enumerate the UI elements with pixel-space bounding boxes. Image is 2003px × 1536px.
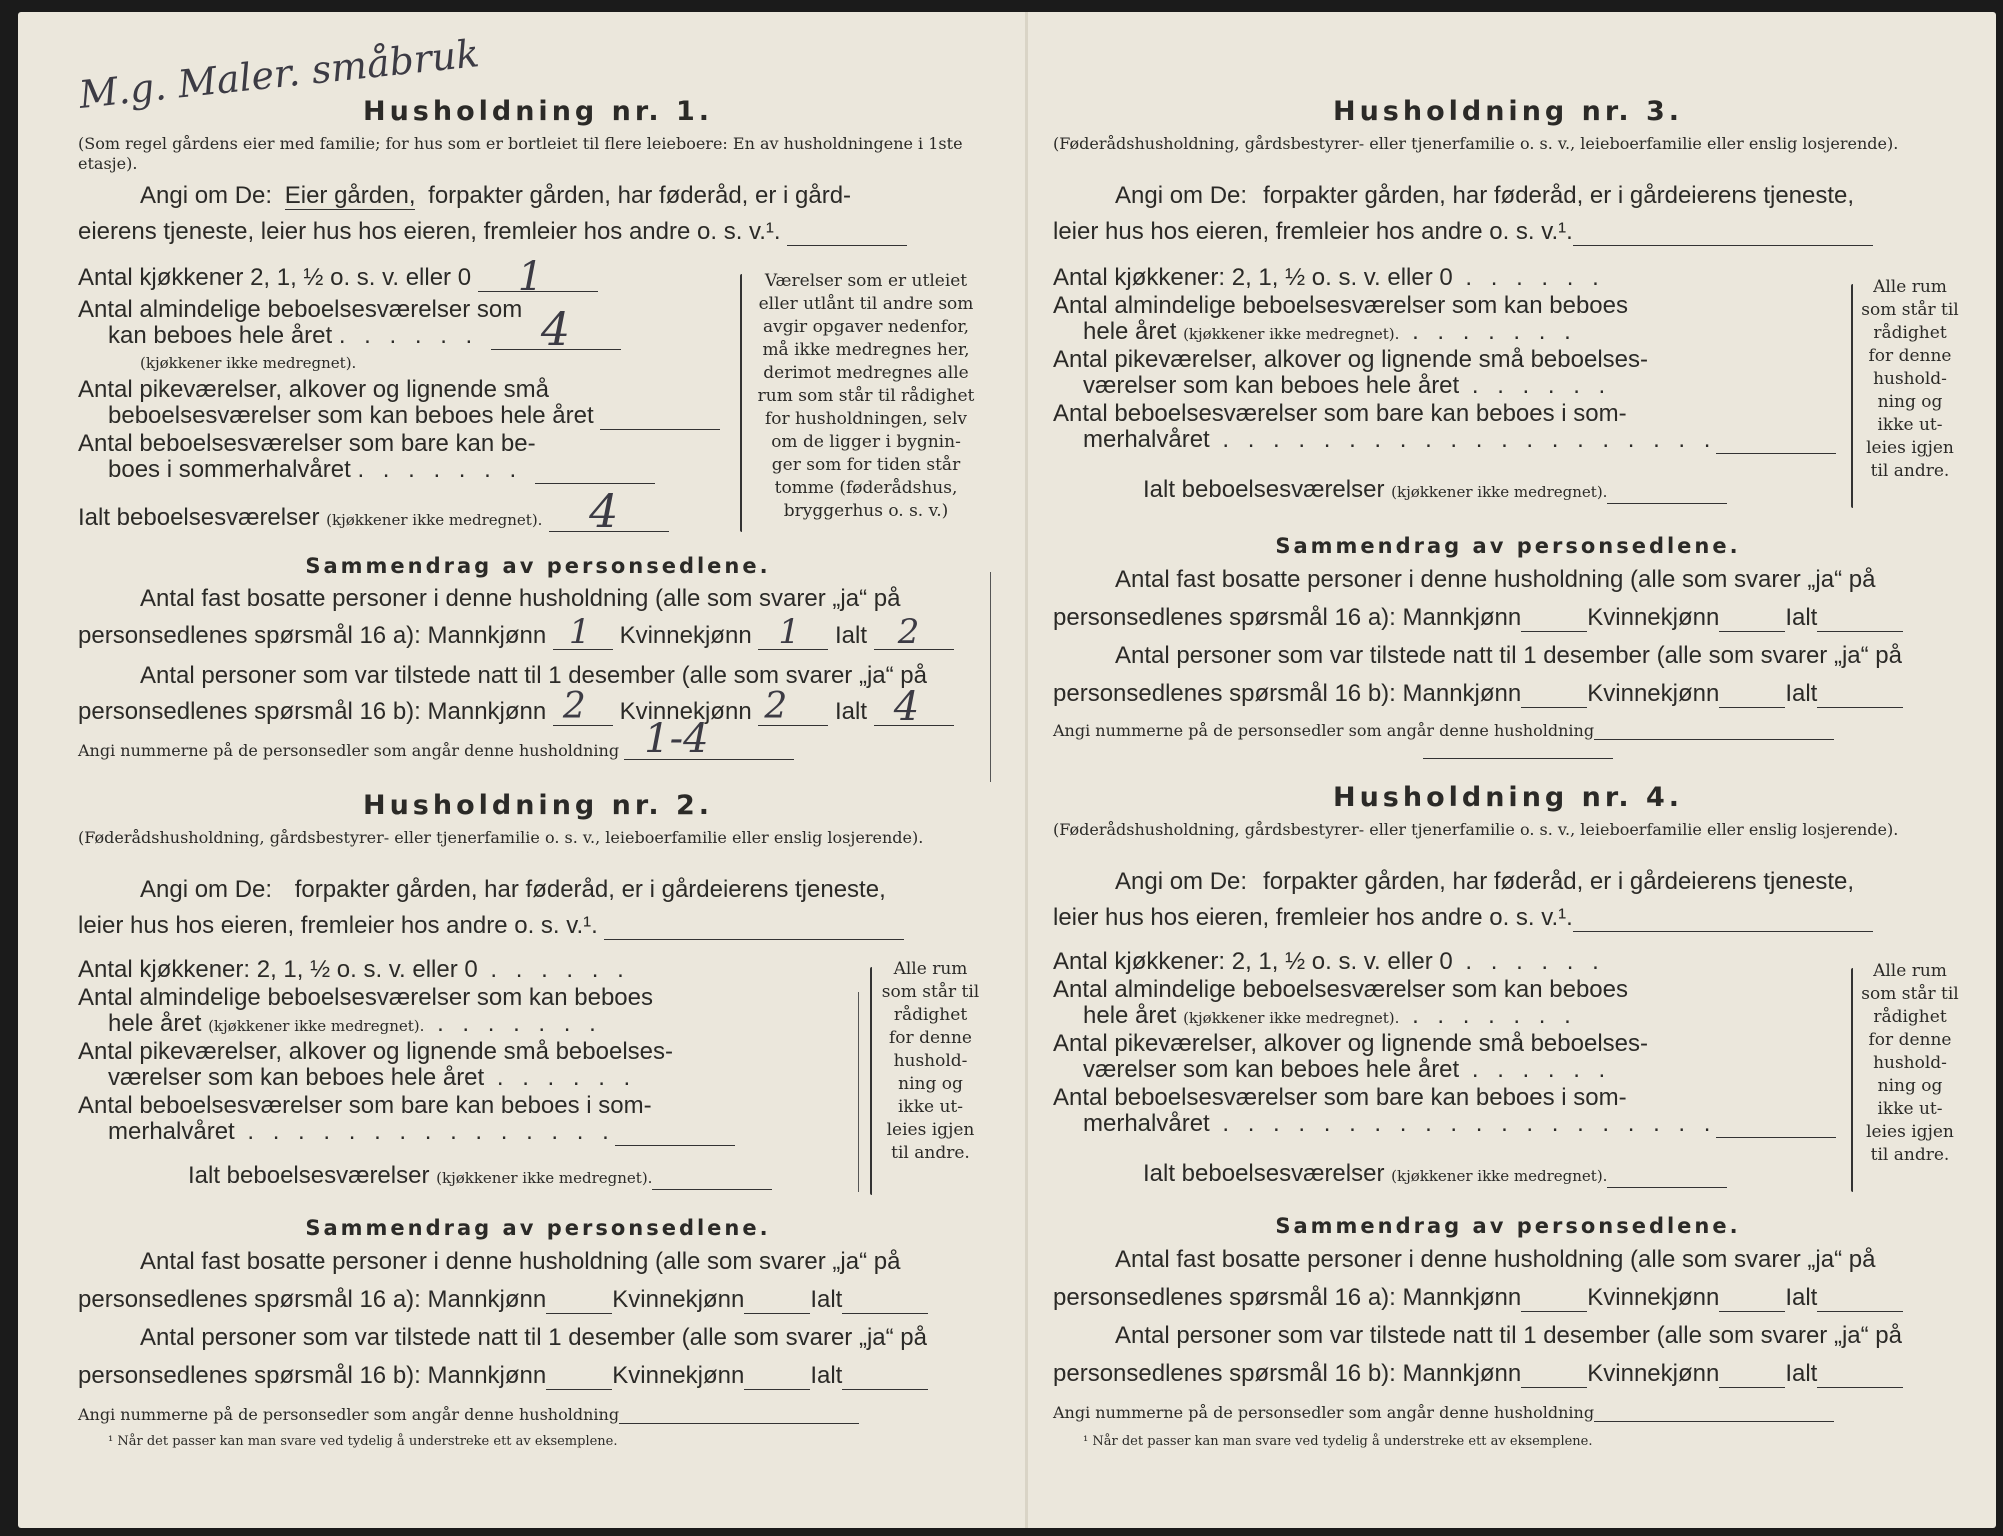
brace-note-line: til andre. [891, 1143, 970, 1163]
brace-note-line: bryggerhus o. s. v.) [783, 501, 949, 521]
total-rooms-field[interactable] [1607, 1166, 1727, 1188]
kitchens-value: 1 [517, 254, 544, 300]
fast-residents-line2: personsedlenes spørsmål 16 a): Mannkjønn Kvinnekjønn Ialt [1053, 604, 1963, 632]
numbers-row: Angi nummerne på de personsedler som angår denne husholdning [1053, 1402, 1963, 1422]
brace-note-line: om de ligger i bygnin- [771, 432, 961, 452]
brace-note-line: rådighet [1873, 1007, 1947, 1027]
total-rooms-row: Ialt beboelsesværelser (kjøkkener ikke medregnet). 4 [78, 504, 998, 532]
household-2-brace-note [878, 958, 983, 1165]
ordinary-rooms-value: 4 [540, 302, 571, 356]
fast-residents-line1: Antal fast bosatte personer i denne husholdning (alle som svarer „ja“ på [1115, 1246, 1876, 1273]
household-4-brace-note [1859, 960, 1961, 1167]
summer-rooms-line2: merhalvåret . . . . . . . . . . . . . . . . . . . . [1053, 426, 1963, 454]
answer-column-line [858, 992, 859, 1192]
total-rooms-field[interactable] [1607, 482, 1727, 504]
household-3-angi-line1: Angi om De: forpakter gården, har føderåd, er i gårdeierens tjeneste, [1115, 182, 1855, 209]
present-male-field[interactable]: 2 [553, 704, 613, 726]
fast-female-field[interactable] [1719, 1290, 1785, 1312]
brace-note-line: ikke ut- [897, 1097, 964, 1117]
numbers-row: Angi nummerne på de personsedler som angår denne husholdning [1053, 720, 1963, 740]
fast-female-field[interactable] [1719, 610, 1785, 632]
numbers-row: Angi nummerne på de personsedler som angår denne husholdning [78, 1404, 998, 1424]
present-persons-line2: personsedlenes spørsmål 16 b): Mannkjønn Kvinnekjønn Ialt [1053, 680, 1963, 708]
household-3-summary-title: Sammendrag av personsedlene. [1275, 534, 1741, 558]
brace-note-line: som står til [1861, 300, 1959, 320]
present-persons-line2: personsedlenes spørsmål 16 b): Mannkjønn Kvinnekjønn Ialt [1053, 1360, 1963, 1388]
brace-note-line: derimot medregnes alle [763, 363, 969, 383]
brace-note-line: tomme (føderådshus, [774, 478, 958, 498]
brace-note-line: for denne [1868, 1030, 1952, 1050]
ordinary-rooms-line1: Antal almindelige beboelsesværelser som kan beboes [1053, 976, 1628, 1003]
fast-male-field[interactable]: 1 [553, 628, 613, 650]
angi-answer-field[interactable] [787, 224, 907, 246]
kitchens-row: Antal kjøkkener 2, 1, ½ o. s. v. eller 0 1 [78, 264, 738, 292]
angi-answer-field[interactable] [604, 918, 904, 940]
brace-note-line: ning og [1877, 1076, 1943, 1096]
fast-residents-line1: Antal fast bosatte personer i denne husholdning (alle som svarer „ja“ på [1115, 566, 1876, 593]
total-rooms-value: 4 [589, 484, 619, 538]
fast-residents-line2: personsedlenes spørsmål 16 a): Mannkjønn Kvinnekjønn Ialt [1053, 1284, 1963, 1312]
ordinary-rooms-note: (kjøkkener ikke medregnet). [140, 354, 357, 372]
brace-note-line: ning og [898, 1074, 963, 1094]
kitchens-row: Antal kjøkkener: 2, 1, ½ o. s. v. eller 0 . . . . . . [78, 956, 630, 983]
household-2-summary-title: Sammendrag av personsedlene. [305, 1216, 771, 1240]
ordinary-rooms-line2: kan beboes hele året . . . . . . 4 [78, 322, 998, 350]
household-4-angi-line2: leier hus hos eieren, fremleier hos andre o. s. v.¹. [1053, 904, 1963, 932]
angi-options: forpakter gården, har føderåd, er i gård- [428, 182, 852, 209]
numbers-field[interactable] [1594, 1402, 1834, 1422]
brace-note-line: avgir opgaver nedenfor, [762, 317, 969, 337]
summer-rooms-field[interactable] [535, 462, 655, 484]
household-1-title: Husholdning nr. 1. [362, 96, 714, 127]
brace-note-line: hushold- [893, 1051, 968, 1071]
household-4-note: (Føderådshusholdning, gårdsbestyrer- eller tjenerfamilie o. s. v., leieboerfamilie eller enslig losjerende). [1053, 820, 1899, 839]
fast-residents-line1: Antal fast bosatte personer i denne husholdning (alle som svarer „ja“ på [140, 1248, 901, 1275]
household-4-title: Husholdning nr. 4. [1332, 782, 1684, 813]
brace-note-line: leies igjen [886, 1120, 975, 1140]
brace-note-line: rådighet [1873, 323, 1947, 343]
brace-note-line: Værelser som er utleiet [764, 271, 968, 291]
angi-label: Angi om De: [140, 182, 273, 209]
present-male-field[interactable] [1521, 1366, 1587, 1388]
present-persons-line1: Antal personer som var tilstede natt til 1 desember (alle som svarer „ja“ på [1115, 642, 1902, 669]
brace-note-line: eller utlånt til andre som [758, 294, 974, 314]
household-1-summary-title: Sammendrag av personsedlene. [305, 554, 771, 578]
fast-residents-line2: personsedlenes spørsmål 16 a): Mannkjønn 1 Kvinnekjønn 1 Ialt 2 [78, 622, 998, 650]
maid-rooms-line2: værelser som kan beboes hele året . . . . . . [1083, 372, 1612, 399]
numbers-row: Angi nummerne på de personsedler som angår denne husholdning 1-4 [78, 740, 998, 760]
present-female-field[interactable] [744, 1368, 810, 1390]
brace-note-line: ikke ut- [1877, 1099, 1943, 1119]
right-page [1053, 12, 1963, 1528]
brace-note-line: ikke ut- [1877, 415, 1943, 435]
household-1-angi-line1 [78, 182, 998, 210]
page-fold [1025, 12, 1028, 1528]
fast-total-field[interactable]: 2 [874, 628, 954, 650]
brace-note-line: rum som står til rådighet [757, 386, 975, 406]
brace-note-line: rådighet [893, 1005, 968, 1025]
brace-note-line: Alle rum [893, 959, 968, 979]
summer-rooms-line2: boes i sommerhalvåret . . . . . . . [78, 456, 998, 484]
household-3-brace-note [1859, 276, 1961, 483]
fast-male-field[interactable] [1521, 1290, 1587, 1312]
maid-rooms-line2: værelser som kan beboes hele året . . . . . . [1083, 1056, 1612, 1083]
present-persons-line2: personsedlenes spørsmål 16 b): Mannkjønn Kvinnekjønn Ialt [78, 1362, 998, 1390]
brace-note-line: for denne [1868, 346, 1952, 366]
brace [1851, 284, 1853, 508]
summer-rooms-line1: Antal beboelsesværelser som bare kan beboes i som- [1053, 400, 1627, 427]
brace-note-line: leies igjen [1866, 1122, 1954, 1142]
total-rooms-field[interactable] [549, 484, 669, 538]
kitchens-field[interactable] [478, 254, 598, 300]
maid-rooms-line1: Antal pikeværelser, alkover og lignende små beboelses- [78, 1038, 673, 1065]
household-1-note: (Som regel gårdens eier med familie; for hus som er bortleiet til flere leieboere: En av husholdningene i 1ste etasje). [78, 134, 963, 173]
household-4-summary-title: Sammendrag av personsedlene. [1275, 1214, 1741, 1238]
present-total-field[interactable] [842, 1368, 928, 1390]
household-3-angi-line2: leier hus hos eieren, fremleier hos andre o. s. v.¹. [1053, 218, 1963, 246]
census-form-sheet [18, 12, 1996, 1528]
brace [870, 967, 872, 1195]
angi-answer-field[interactable] [1573, 910, 1873, 932]
fast-male-field[interactable] [546, 1292, 612, 1314]
summer-rooms-line2: merhalvåret . . . . . . . . . . . . . . . . . . . . [1053, 1110, 1963, 1138]
total-rooms-row: Ialt beboelsesværelser (kjøkkener ikke medregnet). [78, 1162, 998, 1190]
brace-note-line: Alle rum [1873, 961, 1947, 981]
brace [740, 274, 742, 532]
numbers-field[interactable] [619, 1404, 859, 1424]
brace-note-line: ning og [1877, 392, 1943, 412]
present-total-field[interactable] [1817, 1366, 1903, 1388]
summer-rooms-line1: Antal beboelsesværelser som bare kan beboes i som- [1053, 1084, 1627, 1111]
brace-note-line: Alle rum [1873, 277, 1947, 297]
present-persons-line1: Antal personer som var tilstede natt til 1 desember (alle som svarer „ja“ på [140, 1324, 927, 1351]
total-rooms-row: Ialt beboelsesværelser (kjøkkener ikke medregnet). [1053, 1160, 1963, 1188]
ordinary-rooms-line1: Antal almindelige beboelsesværelser som [78, 296, 523, 323]
summer-rooms-field[interactable] [1716, 1116, 1836, 1138]
brace-note-line: til andre. [1870, 461, 1950, 481]
fast-total-field[interactable] [842, 1292, 928, 1314]
household-2-angi-line2: leier hus hos eieren, fremleier hos andre o. s. v.¹. [78, 912, 998, 940]
kitchens-row: Antal kjøkkener: 2, 1, ½ o. s. v. eller 0 . . . . . . [1053, 948, 1605, 975]
summer-rooms-line2: merhalvåret . . . . . . . . . . . . . . . [78, 1118, 998, 1146]
kitchens-row: Antal kjøkkener: 2, 1, ½ o. s. v. eller 0 . . . . . . [1053, 264, 1605, 291]
present-female-field[interactable] [1719, 686, 1785, 708]
brace-note-line: leies igjen [1866, 438, 1954, 458]
household-2-note: (Føderådshusholdning, gårdsbestyrer- eller tjenerfamilie o. s. v., leieboerfamilie eller enslig losjerende). [78, 828, 924, 847]
present-total-field[interactable] [1817, 686, 1903, 708]
fast-male-field[interactable] [1521, 610, 1587, 632]
household-4-angi-line1: Angi om De: forpakter gården, har føderåd, er i gårdeierens tjeneste, [1115, 868, 1855, 895]
present-persons-line1: Antal personer som var tilstede natt til 1 desember (alle som svarer „ja“ på [1115, 1322, 1902, 1349]
handwritten-header: M.g. Maler. småbruk [76, 31, 482, 117]
maid-rooms-line1: Antal pikeværelser, alkover og lignende små beboelses- [1053, 346, 1648, 373]
margin-line [990, 572, 991, 782]
brace-note-line: hushold- [1873, 369, 1947, 389]
summer-rooms-line1: Antal beboelsesværelser som bare kan beboes i som- [78, 1092, 652, 1119]
summer-rooms-field[interactable] [615, 1124, 735, 1146]
ordinary-rooms-line1: Antal almindelige beboelsesværelser som kan beboes [1053, 292, 1628, 319]
ordinary-rooms-line2: hele året (kjøkkener ikke medregnet). . . . . . . . [1083, 318, 1577, 345]
present-female-field[interactable]: 2 [758, 704, 828, 726]
brace-note-line: hushold- [1873, 1053, 1947, 1073]
present-male-field[interactable] [546, 1368, 612, 1390]
summer-rooms-field[interactable] [1716, 432, 1836, 454]
brace-note-line: for denne [889, 1028, 972, 1048]
fast-total-field[interactable] [1817, 1290, 1903, 1312]
maid-rooms-line1: Antal pikeværelser, alkover og lignende små [78, 376, 549, 403]
brace-note-line: til andre. [1870, 1145, 1950, 1165]
section-divider [1423, 758, 1613, 759]
maid-rooms-line1: Antal pikeværelser, alkover og lignende små beboelses- [1053, 1030, 1648, 1057]
brace [1851, 968, 1853, 1192]
maid-rooms-line2: beboelsesværelser som kan beboes hele året [78, 402, 998, 430]
brace-note-line: må ikke medregnes her, [762, 340, 970, 360]
owner-option-underlined: Eier gården, [284, 182, 416, 209]
fast-total-field[interactable] [1817, 610, 1903, 632]
angi-answer-field[interactable] [1573, 224, 1873, 246]
ordinary-rooms-line2: hele året (kjøkkener ikke medregnet). . . . . . . . [108, 1010, 602, 1037]
household-1-angi-line2: eierens tjeneste, leier hus hos eieren, fremleier hos andre o. s. v.¹. [78, 218, 998, 246]
household-2-title: Husholdning nr. 2. [362, 790, 714, 821]
numbers-field[interactable] [1594, 720, 1834, 740]
total-rooms-field[interactable] [652, 1168, 772, 1190]
footnote-left: ¹ Når det passer kan man svare ved tydelig å understreke ett av eksemplene. [108, 1434, 618, 1449]
present-female-field[interactable] [1719, 1366, 1785, 1388]
ordinary-rooms-field[interactable] [491, 302, 621, 356]
brace-note-line: som står til [1861, 984, 1959, 1004]
fast-residents-line1: Antal fast bosatte personer i denne husholdning (alle som svarer „ja“ på [140, 585, 901, 612]
household-1-brace-note [750, 270, 982, 523]
brace-note-line: for husholdningen, selv [764, 409, 968, 429]
present-persons-line2: personsedlenes spørsmål 16 b): Mannkjønn 2 Kvinnekjønn 2 Ialt 4 [78, 698, 998, 726]
maid-rooms-field[interactable] [600, 408, 720, 430]
fast-residents-line2: personsedlenes spørsmål 16 a): Mannkjønn Kvinnekjønn Ialt [78, 1286, 998, 1314]
ordinary-rooms-line2: hele året (kjøkkener ikke medregnet). . . . . . . . [1083, 1002, 1577, 1029]
household-3-title: Husholdning nr. 3. [1332, 96, 1684, 127]
present-total-field[interactable]: 4 [874, 704, 954, 726]
summer-rooms-line1: Antal beboelsesværelser som bare kan be- [78, 430, 536, 457]
ordinary-rooms-line1: Antal almindelige beboelsesværelser som kan beboes [78, 984, 653, 1011]
left-page [78, 12, 998, 1528]
brace-note-line: ger som for tiden står [771, 455, 961, 475]
household-3-note: (Føderådshusholdning, gårdsbestyrer- eller tjenerfamilie o. s. v., leieboerfamilie eller enslig losjerende). [1053, 134, 1899, 153]
maid-rooms-line2: værelser som kan beboes hele året . . . . . . [108, 1064, 637, 1091]
fast-female-field[interactable]: 1 [758, 628, 828, 650]
household-2-angi-line1: Angi om De: forpakter gården, har føderåd, er i gårdeierens tjeneste, [140, 876, 886, 903]
present-persons-line1: Antal personer som var tilstede natt til 1 desember (alle som svarer „ja“ på [140, 662, 927, 689]
present-male-field[interactable] [1521, 686, 1587, 708]
brace-note-line: som står til [881, 982, 980, 1002]
numbers-field[interactable]: 1-4 [624, 740, 794, 760]
fast-female-field[interactable] [744, 1292, 810, 1314]
total-rooms-row: Ialt beboelsesværelser (kjøkkener ikke medregnet). [1053, 476, 1963, 504]
footnote-right: ¹ Når det passer kan man svare ved tydelig å understreke ett av eksemplene. [1083, 1434, 1593, 1449]
